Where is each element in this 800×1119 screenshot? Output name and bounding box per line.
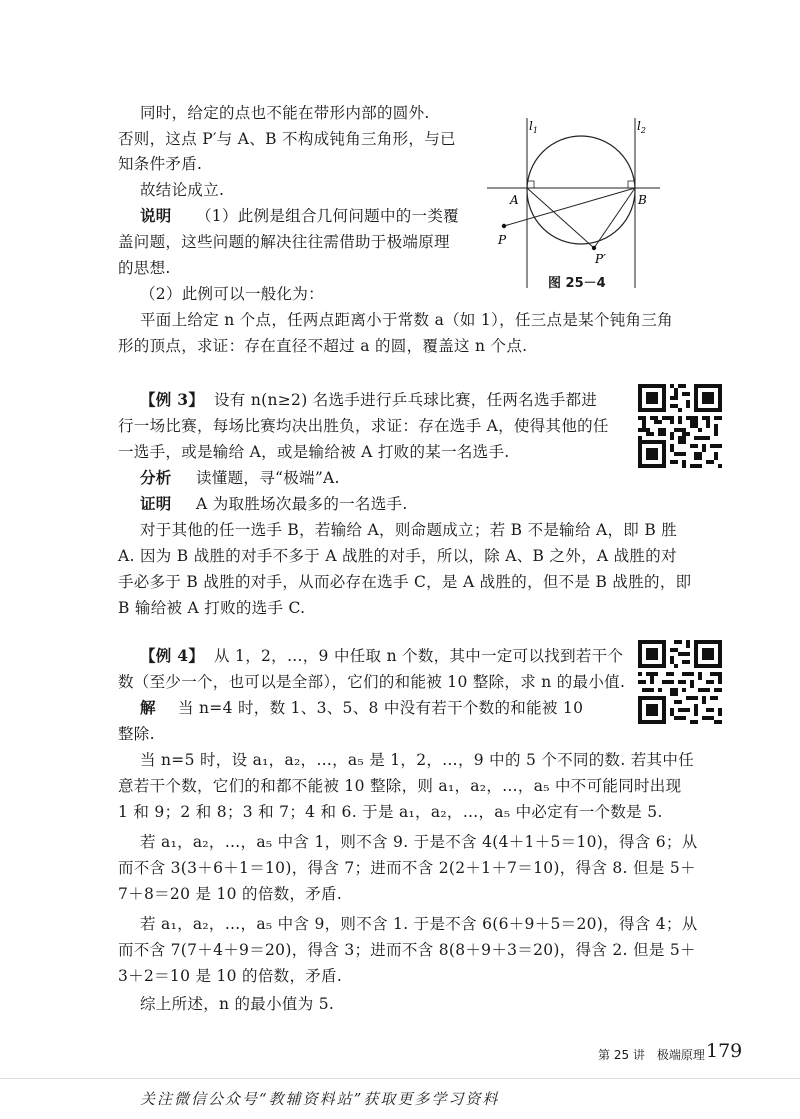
text-line: 数（至少一个，也可以是全部），它们的和能被 10 整除，求 n 的最小值. xyxy=(118,673,626,691)
text-line: 7＋8＝20 是 10 的倍数，矛盾. xyxy=(118,885,343,903)
point-p xyxy=(502,224,506,228)
text-line: 否则，这点 P′与 A、B 不构成钝角三角形，与已 xyxy=(118,130,456,148)
text-line: 一选手，或是输给 A，或是输给被 A 打败的某一名选手. xyxy=(118,443,510,461)
label-l2: $l_2$ xyxy=(637,119,646,135)
segment-a-pp xyxy=(527,188,594,248)
proof-label: 证明 xyxy=(140,494,172,513)
running-footer-chapter: 第 25 讲 极端原理 xyxy=(598,1048,705,1062)
promo-banner: 关注微信公众号“教辅资料站”获取更多学习资料 xyxy=(140,1090,500,1108)
figure-25-4 xyxy=(482,108,662,298)
footer-divider xyxy=(0,1078,800,1079)
text-line: 读懂题，寻“极端”A. xyxy=(196,469,340,487)
text-line: 综上所述，n 的最小值为 5. xyxy=(140,995,335,1013)
text-line: A. 因为 B 战胜的对手不多于 A 战胜的对手，所以，除 A、B 之外，A 战胜的对 xyxy=(118,547,677,565)
text-line: 对于其他的任一选手 B，若输给 A，则命题成立；若 B 不是输给 A，即 B 胜 xyxy=(140,521,678,539)
text-line: 知条件矛盾. xyxy=(118,155,203,173)
text-line: 的思想. xyxy=(118,259,171,277)
text-line: 整除. xyxy=(118,725,155,743)
text-line: 同时，给定的点也不能在带形内部的圆外. xyxy=(140,104,430,122)
text-line: 故结论成立. xyxy=(140,181,225,199)
text-line: 而不含 7(7＋4＋9＝20)，得含 3；进而不含 8(8＋9＋3＝20)，得含 2. 但是 5＋ xyxy=(118,941,696,959)
text-line: 当 n=4 时，数 1、3、5、8 中没有若干个数的和能被 10 xyxy=(178,699,584,717)
note-label: 说明 xyxy=(140,206,172,225)
text-line: 当 n=5 时，设 a₁，a₂，…，a₅ 是 1，2，…，9 中的 5 个不同的数. 若其中任 xyxy=(140,751,695,769)
text-line: 意若干个数，它们的和都不能被 10 整除，则 a₁，a₂，…，a₅ 中不可能同时出现 xyxy=(118,777,682,795)
text-line: 若 a₁，a₂，…，a₅ 中含 9，则不含 1. 于是不含 6(6＋9＋5＝20)，得含 4；从 xyxy=(140,915,698,933)
analysis-label: 分析 xyxy=(140,468,172,487)
text-line: 行一场比赛，每场比赛均决出胜负，求证：存在选手 A，使得其他的任 xyxy=(118,417,609,435)
label-p: P xyxy=(498,233,507,247)
point-p-prime xyxy=(592,246,596,250)
text-line: 若 a₁，a₂，…，a₅ 中含 1，则不含 9. 于是不含 4(4＋1＋5＝10)，得含 6；从 xyxy=(140,833,698,851)
text-line: 盖问题，这些问题的解决往往需借助于极端原理 xyxy=(118,233,450,251)
text-line: 而不含 3(3＋6＋1＝10)，得含 7；进而不含 2(2＋1＋7＝10)，得含 8. 但是 5＋ xyxy=(118,859,696,877)
page-number: 179 xyxy=(706,1040,743,1062)
segment-p-b xyxy=(504,188,635,226)
segment-b-pp xyxy=(594,188,635,248)
text-line: 3＋2＝10 是 10 的倍数，矛盾. xyxy=(118,967,343,985)
text-line: （1）此例是组合几何问题中的一类覆 xyxy=(196,207,459,225)
text-line: 形的顶点，求证：存在直径不超过 a 的圆，覆盖这 n 个点. xyxy=(118,337,528,355)
text-line: 设有 n(n≥2) 名选手进行乒乓球比赛，任两名选手都进 xyxy=(214,391,598,409)
text-line: 平面上给定 n 个点，任两点距离小于常数 a（如 1），任三点是某个钝角三角 xyxy=(140,311,673,329)
figure-caption: 图 25－4 xyxy=(548,276,606,291)
qr-code xyxy=(638,640,722,724)
text-line: B 输给被 A 打败的选手 C. xyxy=(118,599,306,617)
text-line: 1 和 9；2 和 8；3 和 7；4 和 6. 于是 a₁，a₂，…，a₅ 中必定有一个数是 5. xyxy=(118,803,663,821)
label-b: B xyxy=(638,193,647,207)
text-line: 手必多于 B 战胜的对手，从而必存在选手 C，是 A 战胜的，但不是 B 战胜的，即 xyxy=(118,573,692,591)
text-line: A 为取胜场次最多的一名选手. xyxy=(196,495,408,513)
label-l1: $l_1$ xyxy=(529,119,538,135)
text-line: 从 1，2，…，9 中任取 n 个数，其中一定可以找到若干个 xyxy=(214,647,624,665)
text-line: （2）此例可以一般化为： xyxy=(140,285,324,303)
solution-label: 解 xyxy=(140,698,156,717)
example-label: 【例 4】 xyxy=(140,646,205,665)
qr-code xyxy=(638,384,722,468)
label-p-prime: P′ xyxy=(595,252,606,266)
example-label: 【例 3】 xyxy=(140,390,205,409)
circle xyxy=(527,136,635,244)
label-a: A xyxy=(510,193,519,207)
